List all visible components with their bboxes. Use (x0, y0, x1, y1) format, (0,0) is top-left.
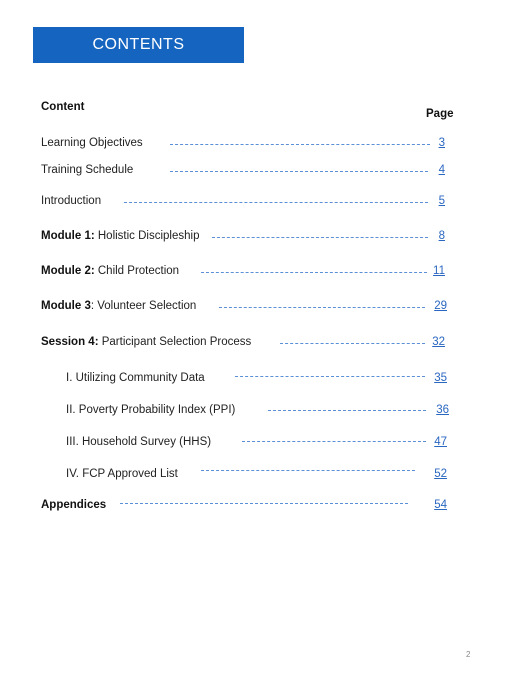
dot-leader (212, 237, 428, 238)
toc-entry-fcp-approved-list: IV. FCP Approved List (66, 468, 178, 480)
page-column-header: Page (426, 108, 454, 120)
toc-entry-module-2: Module 2: Child Protection (41, 265, 180, 277)
toc-page-link[interactable]: 5 (438, 195, 445, 207)
toc-entry-household-survey: III. Household Survey (HHS) (66, 436, 212, 448)
dot-leader (219, 307, 425, 308)
page-number: 2 (466, 650, 471, 659)
dot-leader (201, 470, 415, 471)
toc-page-link[interactable]: 54 (434, 499, 447, 511)
toc-entry-module-1: Module 1: Holistic Discipleship (41, 230, 200, 242)
dot-leader (170, 171, 428, 172)
toc-page-link[interactable]: 32 (432, 336, 445, 348)
toc-page-link[interactable]: 11 (433, 265, 445, 277)
toc-entry-utilizing-community-data: I. Utilizing Community Data (66, 372, 205, 384)
toc-page-link[interactable]: 47 (434, 436, 447, 448)
toc-page-link[interactable]: 8 (438, 230, 445, 242)
dot-leader (124, 202, 428, 203)
toc-entry-learning-objectives: Learning Objectives (41, 137, 143, 149)
dot-leader (170, 144, 430, 145)
toc-page-link[interactable]: 35 (434, 372, 447, 384)
toc-page-link[interactable]: 3 (438, 137, 445, 149)
toc-entry-session-4: Session 4: Participant Selection Process (41, 336, 252, 348)
dot-leader (280, 343, 425, 344)
dot-leader (120, 503, 408, 504)
contents-title: CONTENTS (92, 36, 185, 53)
content-column-header: Content (41, 101, 85, 113)
toc-entry-training-schedule: Training Schedule (41, 164, 134, 176)
dot-leader (268, 410, 426, 411)
toc-page-link[interactable]: 36 (436, 404, 449, 416)
dot-leader (235, 376, 425, 377)
toc-page-link[interactable]: 4 (438, 164, 445, 176)
toc-entry-module-3: Module 3: Volunteer Selection (41, 300, 197, 312)
toc-page-link[interactable]: 29 (434, 300, 447, 312)
contents-banner (33, 27, 244, 63)
toc-page-link[interactable]: 52 (434, 468, 447, 480)
toc-entry-appendices: Appendices (41, 499, 107, 511)
toc-entry-ppi: II. Poverty Probability Index (PPI) (66, 404, 236, 416)
dot-leader (201, 272, 427, 273)
dot-leader (242, 441, 426, 442)
toc-entry-introduction: Introduction (41, 195, 102, 207)
